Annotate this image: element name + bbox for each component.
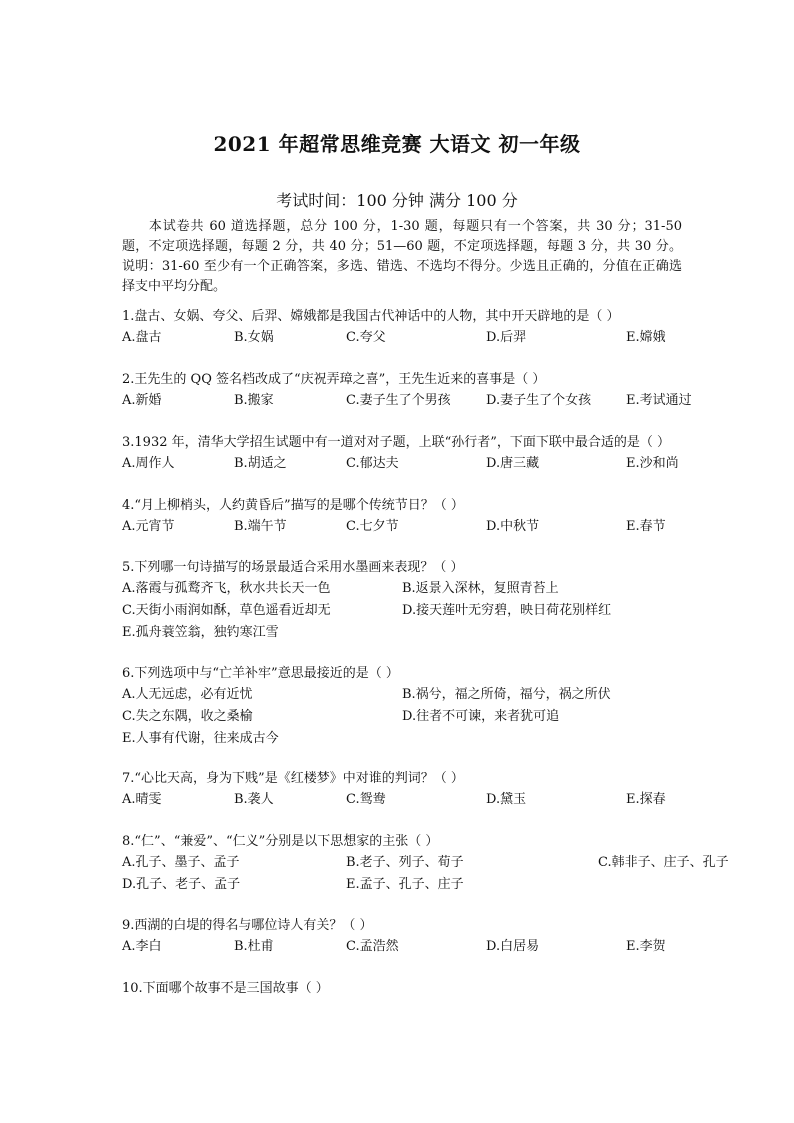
- option-c: C.孟浩然: [346, 939, 399, 954]
- option-b: B.祸兮，福之所倚，福兮，祸之所伏: [402, 687, 611, 702]
- option-c: C.失之东隅，收之桑榆: [122, 709, 253, 724]
- option-e: E.孟子、孔子、庄子: [346, 877, 464, 892]
- option-e: E.嫦娥: [626, 330, 666, 345]
- question-text: 1.盘古、女娲、夸父、后羿、嫦娥都是我国古代神话中的人物，其中开天辟地的是（ ）: [122, 309, 620, 324]
- option-e: E.探春: [626, 792, 666, 807]
- option-e: E.人事有代谢，往来成古今: [122, 731, 279, 746]
- question-6: [122, 664, 702, 750]
- option-d: D.接天莲叶无穷碧，映日荷花别样红: [402, 603, 612, 618]
- question-text: 9.西湖的白堤的得名与哪位诗人有关？（ ）: [122, 918, 373, 933]
- option-e: E.李贺: [626, 939, 666, 954]
- option-c: C.七夕节: [346, 519, 399, 534]
- question-text: 3.1932 年，清华大学招生试题中有一道对对子题，上联“孙行者”，下面下联中最合适的是（ ）: [122, 435, 671, 450]
- option-d: D.唐三藏: [486, 456, 540, 471]
- option-a: A.孔子、墨子、孟子: [122, 855, 240, 870]
- option-b: B.女娲: [234, 330, 274, 345]
- option-d: D.往者不可谏，来者犹可追: [402, 709, 560, 724]
- option-d: D.后羿: [486, 330, 527, 345]
- question-text: 2.王先生的 QQ 签名档改成了“庆祝弄璋之喜”，王先生近来的喜事是（ ）: [122, 372, 546, 387]
- question-4: [122, 496, 702, 538]
- option-b: B.袭人: [234, 792, 274, 807]
- question-5: [122, 558, 702, 644]
- option-d: D.白居易: [486, 939, 540, 954]
- exam-time-info: 考试时间：100 分钟 满分 100 分: [276, 191, 518, 210]
- page-title: 2021 年超常思维竞赛 大语文 初一年级: [213, 132, 581, 156]
- question-text: 10.下面哪个故事不是三国故事（ ）: [122, 981, 329, 996]
- option-b: B.搬家: [234, 393, 274, 408]
- option-a: A.人无远虑，必有近忧: [122, 687, 253, 702]
- option-c: C.韩非子、庄子、孔子: [598, 855, 729, 870]
- option-a: A.元宵节: [122, 519, 175, 534]
- question-text: 4.“月上柳梢头，人约黄昏后”描写的是哪个传统节日？（ ）: [122, 498, 464, 513]
- option-b: B.杜甫: [234, 939, 274, 954]
- option-e: E.考试通过: [626, 393, 692, 408]
- option-c: C.天街小雨润如酥，草色遥看近却无: [122, 603, 331, 618]
- option-a: A.落霞与孤鹜齐飞，秋水共长天一色: [122, 581, 331, 596]
- question-text: 8.“仁”、“兼爱”、“仁义”分别是以下思想家的主张（ ）: [122, 834, 439, 849]
- option-e: E.沙和尚: [626, 456, 679, 471]
- option-a: A.新婚: [122, 393, 162, 408]
- option-a: A.李白: [122, 939, 162, 954]
- question-text: 6.下列选项中与“亡羊补牢”意思最接近的是（ ）: [122, 666, 399, 681]
- option-d: D.中秋节: [486, 519, 540, 534]
- option-a: A.盘古: [122, 330, 162, 345]
- option-c: C.妻子生了个男孩: [346, 393, 451, 408]
- option-e: E.春节: [626, 519, 666, 534]
- option-c: C.鸳鸯: [346, 792, 386, 807]
- question-3: [122, 433, 702, 475]
- question-9: [122, 916, 702, 958]
- option-b: B.老子、列子、荀子: [346, 855, 464, 870]
- option-a: A.晴雯: [122, 792, 162, 807]
- option-b: B.返景入深林，复照青苔上: [402, 581, 559, 596]
- option-a: A.周作人: [122, 456, 175, 471]
- option-c: C.夸父: [346, 330, 386, 345]
- option-d: D.妻子生了个女孩: [486, 393, 592, 408]
- question-10: [122, 979, 702, 999]
- question-2: [122, 370, 702, 412]
- option-b: B.胡适之: [234, 456, 287, 471]
- option-c: C.郁达夫: [346, 456, 399, 471]
- question-8: [122, 832, 729, 896]
- question-text: 5.下列哪一句诗描写的场景最适合采用水墨画来表现？（ ）: [122, 560, 464, 575]
- question-text: 7.“心比天高，身为下贱”是《红楼梦》中对谁的判词？（ ）: [122, 771, 464, 786]
- option-d: D.黛玉: [486, 792, 527, 807]
- question-7: [122, 769, 702, 811]
- instructions-text: 本试卷共 60 道选择题，总分 100 分，1-30 题，每题只有一个答案，共 30 分；31-50 题，不定项选择题，每题 2 分，共 40 分；51—60 题，不定项选择题，每题 3 分，共 30 分。说明：31-60 至少有一个正确答案，多选、错选、不选均不得分。少选且正确的，分值在正确选择支中平均分配。: [122, 219, 682, 294]
- instructions: [122, 217, 682, 297]
- option-b: B.端午节: [234, 519, 287, 534]
- option-d: D.孔子、老子、孟子: [122, 877, 241, 892]
- option-e: E.孤舟蓑笠翁，独钓寒江雪: [122, 625, 279, 640]
- question-1: [122, 307, 702, 349]
